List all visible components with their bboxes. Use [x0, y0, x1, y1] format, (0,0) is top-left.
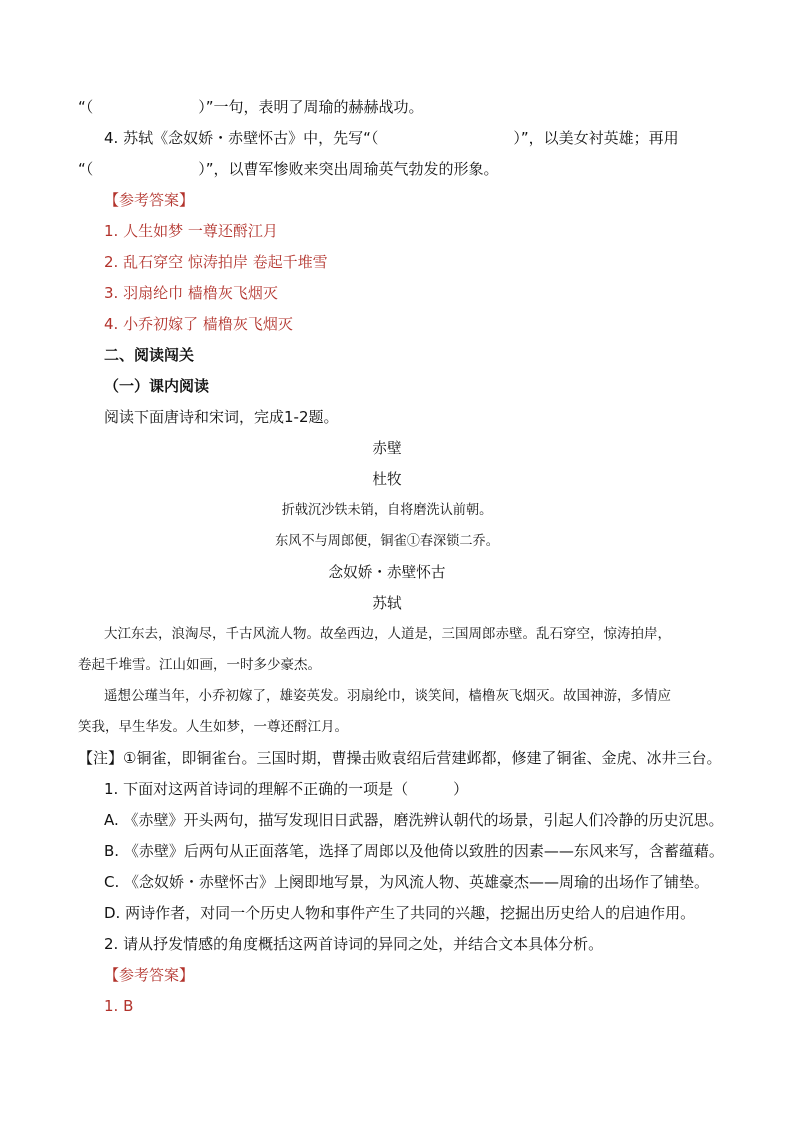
- poem-2-title: 念奴娇・赤壁怀古: [328, 563, 446, 581]
- answer-item-3: 3. 羽扇纶巾 樯橹灰飞烟灭: [104, 284, 278, 302]
- poem-2-author: 苏轼: [372, 594, 402, 612]
- reading-instruction: 阅读下面唐诗和宋词，完成1-2题。: [104, 408, 339, 426]
- question-4-line-1: 4. 苏轼《念奴娇・赤壁怀古》中，先写“（ ）”，以美女衬英雄；再用: [104, 129, 679, 147]
- option-a: A. 《赤壁》开头两句，描写发现旧日武器，磨洗辨认朝代的场景，引起人们冷静的历史沉思。: [104, 811, 724, 829]
- subsection-title: （一）课内阅读: [104, 377, 210, 395]
- poem-2-line-3: 遥想公瑾当年，小乔初嫁了，雄姿英发。羽扇纶巾，谈笑间，樯橹灰飞烟灭。故国神游，多情应: [104, 688, 671, 704]
- poem-1-line-1: 折戟沉沙铁未销，自将磨洗认前朝。: [281, 502, 493, 518]
- option-b: B. 《赤壁》后两句从正面落笔，选择了周郎以及他倚以致胜的因素——东风来写，含蓄蕴藉。: [104, 842, 724, 860]
- answer-item-2: 2. 乱石穿空 惊涛拍岸 卷起千堆雪: [104, 253, 328, 271]
- section-title: 二、阅读闯关: [104, 346, 195, 364]
- poem-1-line-2: 东风不与周郎便，铜雀①春深锁二乔。: [275, 533, 499, 549]
- poem-1-author: 杜牧: [372, 470, 402, 488]
- answer-item-1: 1. 人生如梦 一尊还酹江月: [104, 222, 278, 240]
- option-d: D. 两诗作者，对同一个历史人物和事件产生了共同的兴趣，挖掘出历史给人的启迪作用。: [104, 904, 696, 922]
- answer-2-item-1: 1. B: [104, 997, 134, 1015]
- poem-1-title: 赤壁: [372, 439, 402, 457]
- poem-2-line-4: 笑我，早生华发。人生如梦，一尊还酹江月。: [78, 719, 348, 735]
- poem-2-line-1: 大江东去，浪淘尽，千古风流人物。故垒西边，人道是，三国周郎赤壁。乱石穿空，惊涛拍岸，: [104, 626, 671, 642]
- question-3-line-2: “（ ）”一句，表明了周瑜的赫赫战功。: [78, 98, 424, 116]
- poem-2-line-2: 卷起千堆雪。江山如画，一时多少豪杰。: [78, 657, 321, 673]
- answer-heading: 【参考答案】: [104, 191, 195, 209]
- answer-item-4: 4. 小乔初嫁了 樯橹灰飞烟灭: [104, 315, 293, 333]
- annotation-note: 【注】①铜雀，即铜雀台。三国时期，曹操击败袁绍后营建邺都，修建了铜雀、金虎、冰井三台。: [78, 749, 722, 767]
- option-c: C. 《念奴娇・赤壁怀古》上阕即地写景，为风流人物、英雄豪杰——周瑜的出场作了铺垫。: [104, 873, 710, 891]
- question-2-stem: 2. 请从抒发情感的角度概括这两首诗词的异同之处，并结合文本具体分析。: [104, 935, 604, 953]
- question-1-stem: 1. 下面对这两首诗词的理解不正确的一项是（ ）: [104, 780, 469, 798]
- answer-heading-2: 【参考答案】: [104, 966, 195, 984]
- question-4-line-2: “（ ）”，以曹军惨败来突出周瑜英气勃发的形象。: [78, 160, 499, 178]
